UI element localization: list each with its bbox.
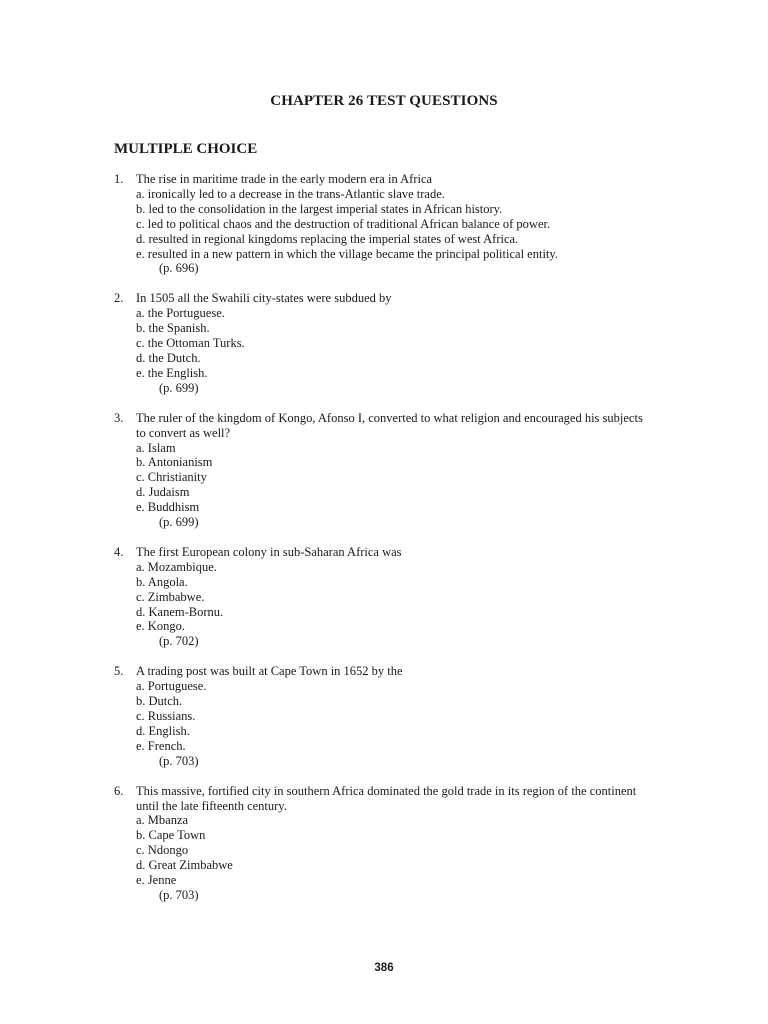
page-reference: (p. 699) [159, 515, 199, 530]
answer-option-c: c. Russians. [136, 709, 196, 723]
answer-option-e: e. French. [136, 738, 186, 753]
answer-option-e: e. Jenne [136, 873, 177, 888]
question-number: 5. [114, 664, 124, 679]
answer-option-d: d. Kanem-Bornu. [136, 604, 224, 619]
question-stem-continued: until the late fifteenth century. [136, 798, 287, 813]
question-3 [0, 411, 768, 530]
answer-option-b: b. Antonianism [136, 455, 213, 470]
question-stem: The rise in maritime trade in the early modern era in Africa [136, 172, 433, 186]
question-body [136, 172, 676, 276]
question-stem: This massive, fortified city in southern Africa dominated the gold trade in its region of the continent [136, 783, 637, 798]
question-number: 1. [114, 172, 124, 186]
page-title: CHAPTER 26 TEST QUESTIONS [270, 93, 498, 109]
question-body [136, 291, 676, 395]
page-reference: (p. 702) [159, 634, 199, 649]
page-reference: (p. 703) [159, 753, 199, 768]
question-number: 3. [114, 410, 124, 425]
answer-option-a: a. Islam [136, 440, 176, 455]
question-number: 2. [114, 291, 124, 306]
answer-option-a: a. ironically led to a decrease in the trans-Atlantic slave trade. [136, 186, 445, 201]
question-body [136, 664, 676, 768]
question-stem: A trading post was built at Cape Town in 1652 by the [136, 664, 403, 679]
answer-option-c: c. Zimbabwe. [136, 589, 205, 604]
question-list [0, 172, 768, 918]
answer-option-c: c. led to political chaos and the destruction of traditional African balance of power. [136, 216, 551, 231]
question-6 [0, 784, 768, 903]
answer-option-a: a. Portuguese. [136, 679, 207, 694]
answer-option-e: e. the English. [136, 365, 208, 380]
question-number: 6. [114, 783, 124, 798]
question-5 [0, 664, 768, 768]
question-4 [0, 545, 768, 649]
answer-option-e: e. Kongo. [136, 619, 185, 634]
question-stem-continued: to convert as well? [136, 425, 231, 440]
answer-option-b: b. Angola. [136, 574, 188, 589]
page-reference: (p. 699) [159, 380, 199, 395]
answer-option-a: a. the Portuguese. [136, 306, 225, 321]
question-body [136, 784, 676, 903]
question-1 [0, 172, 768, 276]
question-body [136, 545, 676, 649]
answer-option-c: c. the Ottoman Turks. [136, 336, 245, 351]
question-stem: The first European colony in sub-Saharan Africa was [136, 544, 402, 559]
answer-option-d: d. resulted in regional kingdoms replacing the imperial states of west Africa. [136, 231, 519, 246]
answer-option-d: d. the Dutch. [136, 350, 201, 365]
answer-option-a: a. Mbanza [136, 813, 189, 828]
answer-option-b: b. the Spanish. [136, 321, 210, 336]
question-body [136, 411, 676, 530]
answer-option-e: e. Buddhism [136, 500, 200, 515]
page-reference: (p. 696) [159, 261, 199, 276]
page-number: 386 [374, 962, 394, 974]
answer-option-d: d. Judaism [136, 485, 190, 500]
question-stem: The ruler of the kingdom of Kongo, Afonso I, converted to what religion and encouraged his subjects [136, 410, 643, 425]
answer-option-d: d. Great Zimbabwe [136, 858, 233, 873]
answer-option-b: b. led to the consolidation in the largest imperial states in African history. [136, 201, 503, 216]
answer-option-d: d. English. [136, 723, 190, 738]
question-2 [0, 291, 768, 395]
answer-option-b: b. Cape Town [136, 828, 206, 843]
answer-option-c: c. Ndongo [136, 843, 189, 858]
question-stem: In 1505 all the Swahili city-states were subdued by [136, 291, 392, 306]
section-heading: MULTIPLE CHOICE [114, 141, 258, 157]
answer-option-e: e. resulted in a new pattern in which the village became the principal political entity. [136, 246, 558, 261]
answer-option-a: a. Mozambique. [136, 559, 217, 574]
answer-option-b: b. Dutch. [136, 694, 183, 709]
page-reference: (p. 703) [159, 887, 199, 902]
question-number: 4. [114, 544, 124, 559]
answer-option-c: c. Christianity [136, 470, 207, 485]
